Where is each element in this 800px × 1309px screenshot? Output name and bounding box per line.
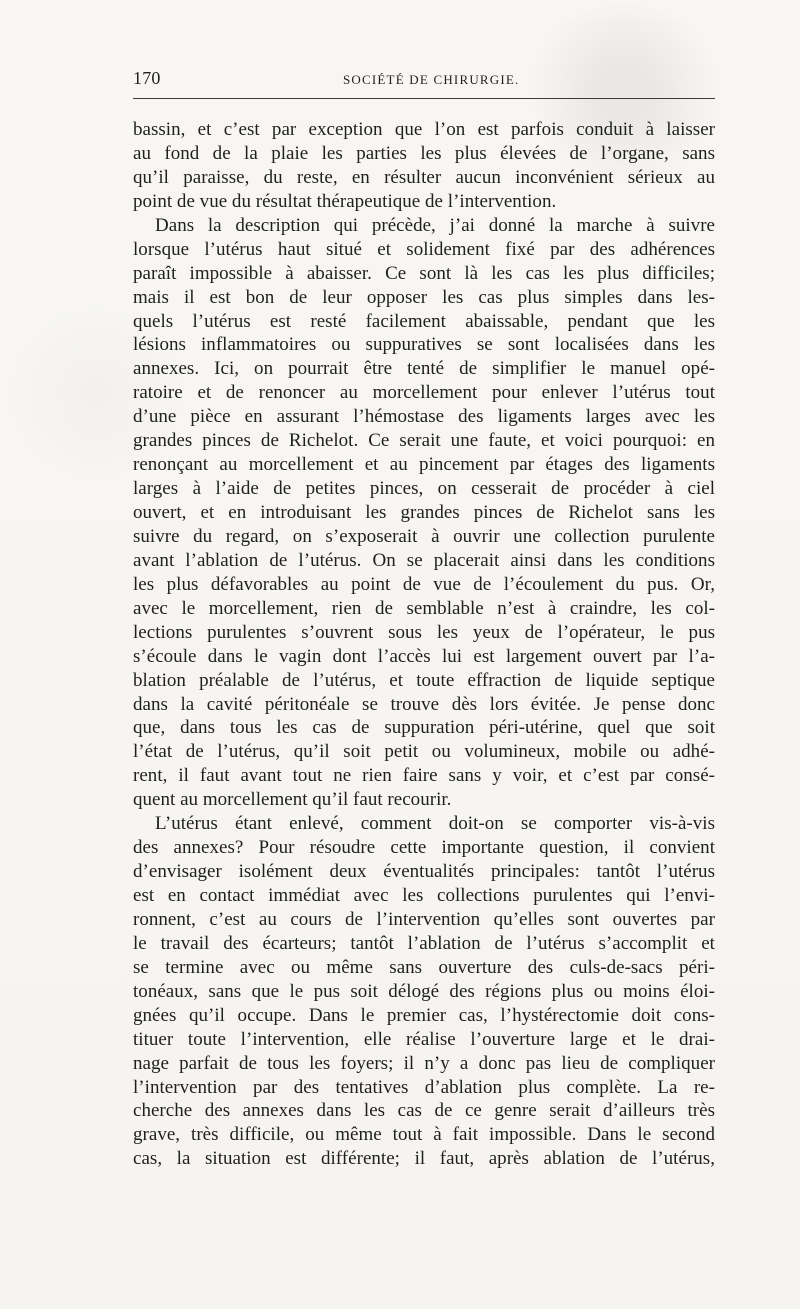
text-line: avant l’ablation de l’utérus. On se placerait ainsi dans les conditions (133, 549, 715, 571)
text-line: d’envisager isolément deux éventualités principales: tantôt l’utérus (133, 861, 715, 883)
text-line: cherche des annexes dans les cas de ce genre serait d’ailleurs très (133, 1100, 715, 1122)
text-line: avec le morcellement, rien de semblable n’est à craindre, les col- (133, 597, 715, 619)
text-line: lections purulentes s’ouvrent sous les yeux de l’opérateur, le pus (133, 621, 715, 643)
text-line: lorsque l’utérus haut situé et solidement fixé par des adhérences (133, 238, 715, 260)
page-header (133, 66, 715, 94)
text-line: qu’il paraisse, du reste, en résulter aucun inconvénient sérieux au (133, 166, 715, 188)
text-line: s’écoule dans le vagin dont l’accès lui est largement ouvert par l’a- (133, 645, 715, 667)
text-line: rent, il faut avant tout ne rien faire sans y voir, et c’est par consé- (133, 765, 715, 787)
text-line: annexes. Ici, on pourrait être tenté de simplifier le manuel opé- (133, 358, 715, 380)
text-line: renonçant au morcellement et au pincement par étages des ligaments (133, 454, 715, 476)
text-line: le travail des écarteurs; tantôt l’ablation de l’utérus s’accomplit et (133, 932, 715, 954)
text-line: au fond de la plaie les parties les plus élevées de l’organe, sans (133, 142, 715, 164)
text-line: tonéaux, sans que le pus soit délogé des régions plus ou moins éloi- (133, 980, 715, 1002)
text-line: suivre du regard, on s’exposerait à ouvrir une collection purulente (133, 525, 715, 547)
text-line: Dans la description qui précède, j’ai donné la marche à suivre (155, 214, 715, 236)
text-line: l’intervention par des tentatives d’ablation plus complète. La re- (133, 1076, 715, 1098)
text-line: point de vue du résultat thérapeutique de l’intervention. (133, 190, 557, 212)
text-line: est en contact immédiat avec les collections purulentes qui l’envi- (133, 885, 715, 906)
text-line: mais il est bon de leur opposer les cas plus simples dans les- (133, 286, 715, 308)
text-line: les plus défavorables au point de vue de l’écoulement du pus. Or, (133, 573, 715, 595)
text-line: d’une pièce en assurant l’hémostase des ligaments larges avec les (133, 406, 715, 428)
text-line: que, dans tous les cas de suppuration péri-utérine, quel que soit (133, 717, 715, 739)
text-line: ronnent, c’est au cours de l’intervention qu’elles sont ouvertes par (133, 908, 715, 930)
text-line: blation préalable de l’utérus, et toute effraction de liquide septique (133, 669, 715, 691)
text-line: se termine avec ou même sans ouverture des culs-de-sacs péri- (133, 956, 715, 978)
running-title: SOCIÉTÉ DE CHIRURGIE. (343, 72, 520, 87)
text-line: paraît impossible à abaisser. Ce sont là les cas les plus difficiles; (133, 262, 715, 284)
text-line: nage parfait de tous les foyers; il n’y a donc pas lieu de compliquer (133, 1052, 715, 1074)
text-line: tituer toute l’intervention, elle réalise l’ouverture large et le drai- (133, 1028, 715, 1050)
text-line: L’utérus étant enlevé, comment doit-on se comporter vis-à-vis (155, 813, 715, 835)
text-line: ratoire et de renoncer au morcellement pour enlever l’utérus tout (133, 382, 715, 404)
text-line: grave, très difficile, ou même tout à fait impossible. Dans le second (133, 1124, 715, 1146)
text-line: dans la cavité péritonéale se trouve dès lors évitée. Je pense donc (133, 693, 715, 715)
body-text (133, 118, 715, 1171)
text-line: bassin, et c’est par exception que l’on est parfois conduit à laisser (133, 119, 715, 140)
text-line: quels l’utérus est resté facilement abaissable, pendant que les (133, 310, 715, 332)
text-line: larges à l’aide de petites pinces, on cesserait de procéder à ciel (133, 478, 715, 500)
text-line: lésions inflammatoires ou suppuratives se sont localisées dans les (133, 334, 715, 356)
text-line: l’état de l’utérus, qu’il soit petit ou volumineux, mobile ou adhé- (133, 741, 715, 763)
text-line: quent au morcellement qu’il faut recourir. (133, 789, 452, 811)
text-line: ouvert, et en introduisant les grandes pinces de Richelot sans les (133, 502, 715, 523)
page-number: 170 (133, 68, 161, 88)
text-line: gnées qu’il occupe. Dans le premier cas, l’hystérectomie doit cons- (133, 1004, 715, 1026)
text-line: grandes pinces de Richelot. Ce serait une faute, et voici pourquoi: en (133, 430, 715, 452)
text-line: cas, la situation est différente; il faut, après ablation de l’utérus, (133, 1148, 715, 1170)
text-line: des annexes? Pour résoudre cette importante question, il convient (133, 837, 715, 859)
header-rule (133, 98, 715, 99)
